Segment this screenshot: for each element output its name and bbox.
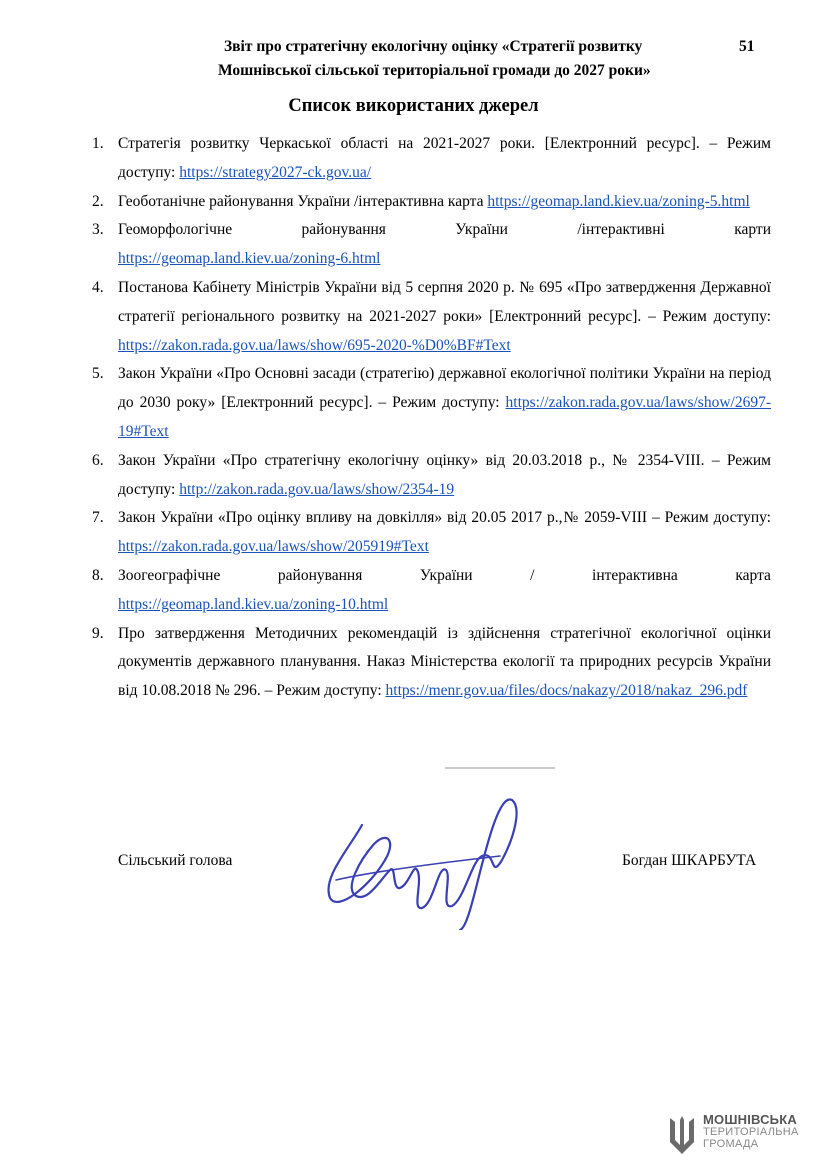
reference-link[interactable]: https://geomap.land.kiev.ua/zoning-6.html <box>118 250 381 268</box>
logo-text <box>703 1114 799 1150</box>
item-word: Геоморфологічне <box>118 221 233 239</box>
trident-icon <box>667 1114 697 1158</box>
item-number: 9. <box>92 624 104 642</box>
item-word: районування <box>277 566 363 584</box>
item-text: Постанова Кабінету Міністрів України від 5 серпня 2020 р. № 695 «Про затвердження Державної стратегії регіонального розвитку на 2021-2027 роки» [Електронний ресурс]. – Режим доступу: <box>118 278 771 325</box>
page-title: Список використаних джерел <box>288 96 539 116</box>
reference-link[interactable]: https://zakon.rada.gov.ua/laws/show/205919#Text <box>118 538 429 556</box>
reference-link[interactable]: http://zakon.rada.gov.ua/laws/show/2354-19 <box>179 480 455 498</box>
logo-line-2: ТЕРИТОРІАЛЬНА <box>703 1126 799 1138</box>
item-number: 4. <box>92 278 104 296</box>
reference-link[interactable]: https://zakon.rada.gov.ua/laws/show/695-2020-%D0%BF#Text <box>118 336 511 354</box>
item-word: районування <box>301 221 386 239</box>
item-word: інтерактивна <box>592 566 678 584</box>
reference-list <box>92 130 771 706</box>
list-item <box>92 504 771 562</box>
item-text: Геоботанічне районування України /інтерактивна карта <box>118 192 488 210</box>
signatory-name: Богдан ШКАРБУТА <box>622 852 757 869</box>
list-item <box>92 216 771 274</box>
list-item <box>92 360 771 446</box>
item-text: Закон України «Про Основні засади (стратегію) державної екологічної політики України на період до 2030 року» [Електронний ресурс]. – Режим доступу: <box>118 365 771 412</box>
item-text: Закон України «Про стратегічну екологічну оцінку» від 20.03.2018 р., № 2354-VIII. – Режим доступу: <box>118 451 771 498</box>
item-word: України <box>455 221 508 239</box>
item-text <box>118 562 771 591</box>
reference-link[interactable]: https://strategy2027-ck.gov.ua/ <box>179 163 372 181</box>
item-word: України <box>419 566 473 584</box>
signature-image <box>300 760 560 930</box>
item-number: 8. <box>92 566 104 584</box>
item-text: Закон України «Про оцінку впливу на довкілля» від 20.05 2017 р.,№ 2059-VIII – Режим доступу: <box>118 509 771 527</box>
list-item <box>92 188 771 217</box>
reference-link[interactable]: https://geomap.land.kiev.ua/zoning-10.html <box>118 595 389 613</box>
item-number: 7. <box>92 509 104 527</box>
list-item <box>92 562 771 620</box>
list-item <box>92 620 771 706</box>
header-line-2: Мошнівської сільської територіальної громади до 2027 роки» <box>218 62 651 79</box>
logo-line-1: МОШНІВСЬКА <box>703 1112 797 1127</box>
logo-line-3: ГРОМАДА <box>703 1138 759 1150</box>
item-number: 6. <box>92 451 104 469</box>
list-item <box>92 130 771 188</box>
item-number: 2. <box>92 192 104 210</box>
item-text <box>118 216 771 245</box>
reference-link[interactable]: https://zakon.rada.gov.ua/laws/show/2697-19#Text <box>118 394 771 440</box>
item-number: 1. <box>92 135 104 152</box>
list-item <box>92 447 771 505</box>
reference-link[interactable]: https://menr.gov.ua/files/docs/nakazy/2018/nakaz_296.pdf <box>385 682 748 700</box>
community-logo <box>667 1114 817 1164</box>
item-text: Про затвердження Методичних рекомендацій із здійснення стратегічної екологічної оцінки документів державного планування. Наказ Міністерства екології та природних ресурсів України від 10.08.2018 № 296. – Режим доступу: <box>118 624 771 700</box>
item-word: / <box>530 566 535 584</box>
header-line-1: Звіт про стратегічну екологічну оцінку «Стратегії розвитку <box>224 38 643 55</box>
item-text: Стратегія розвитку Черкаської області на 2021-2027 роки. [Електронний ресурс]. – Режим доступу: <box>118 135 771 181</box>
item-word: карти <box>734 221 771 239</box>
list-item <box>92 274 771 360</box>
page-number: 51 <box>739 38 755 55</box>
item-word: /інтерактивні <box>577 221 665 239</box>
item-number: 5. <box>92 365 104 383</box>
item-word: Зоогеографічне <box>118 566 221 584</box>
item-number: 3. <box>92 221 104 239</box>
item-word: карта <box>735 566 771 584</box>
reference-link[interactable]: https://geomap.land.kiev.ua/zoning-5.html <box>487 192 750 210</box>
signatory-position: Сільський голова <box>118 852 233 869</box>
